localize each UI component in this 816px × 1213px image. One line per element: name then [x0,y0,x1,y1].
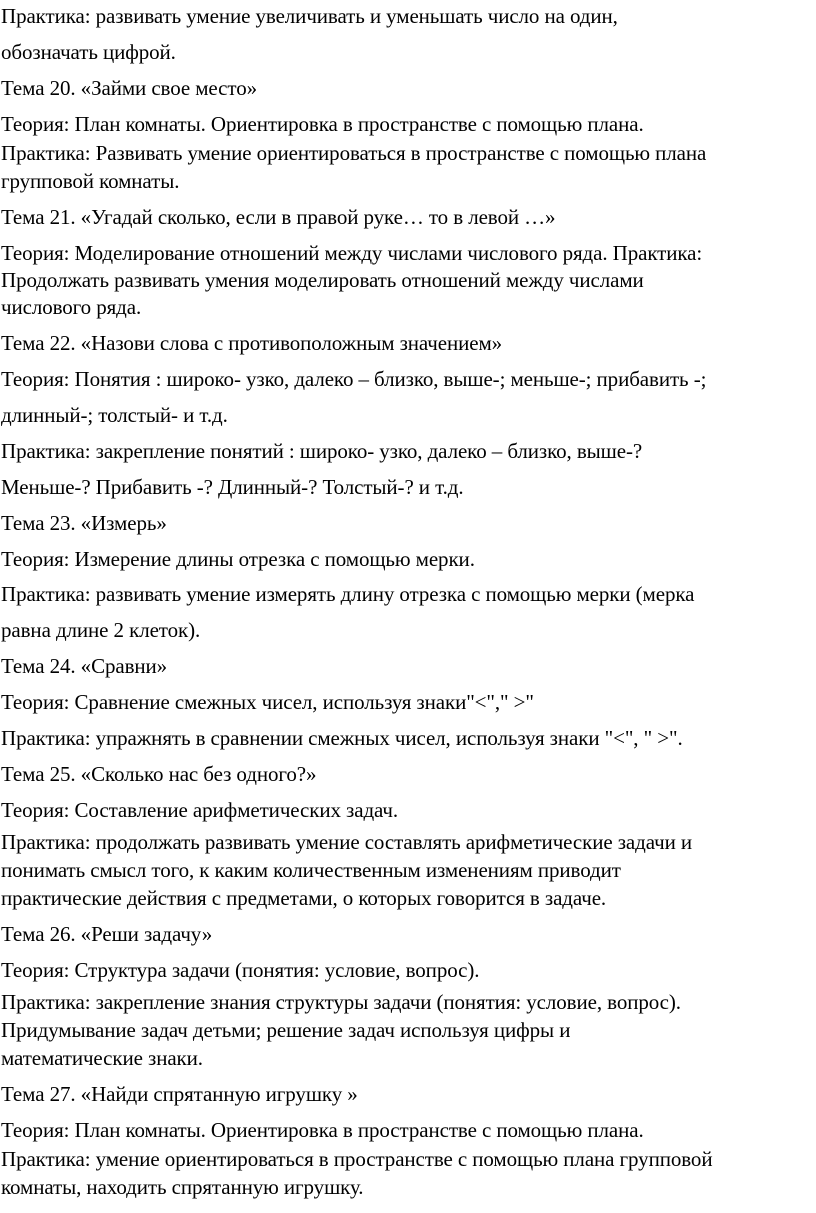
practice-line-continued: равна длине 2 клеток). [1,618,201,642]
practice-line-continued: числового ряда. [1,295,142,319]
practice-line: Практика: Развивать умение ориентироваться в пространстве с помощью плана [1,141,707,165]
topic-heading-24: Тема 24. «Сравни» [1,654,168,678]
practice-line: Практика: развивать умение увеличивать и уменьшать число на один, [1,4,618,28]
practice-line-continued: обозначать цифрой. [1,40,176,64]
practice-line: Практика: умение ориентироваться в пространстве с помощью плана групповой [1,1147,713,1171]
practice-line: Практика: закрепление понятий : широко- узко, далеко – близко, выше-? [1,439,643,463]
theory-line-continued: длинный-; толстый- и т.д. [1,403,228,427]
practice-line-continued: Придумывание задач детьми; решение задач используя цифры и [1,1018,571,1042]
practice-line-continued: математические знаки. [1,1046,203,1070]
topic-heading-21: Тема 21. «Угадай сколько, если в правой руке… то в левой …» [1,205,556,229]
theory-line: Теория: Моделирование отношений между числами числового ряда. Практика: [1,241,703,265]
practice-line: Практика: закрепление знания структуры задачи (понятия: условие, вопрос). [1,990,681,1014]
practice-line: Практика: продолжать развивать умение составлять арифметические задачи и [1,830,692,854]
practice-line-continued: Продолжать развивать умения моделировать отношений между числами [1,268,644,292]
theory-line: Теория: Структура задачи (понятия: условие, вопрос). [1,958,480,982]
topic-heading-26: Тема 26. «Реши задачу» [1,922,213,946]
topic-heading-25: Тема 25. «Сколько нас без одного?» [1,762,317,786]
theory-line: Теория: Понятия : широко- узко, далеко – близко, выше-; меньше-; прибавить -; [1,367,707,391]
theory-line: Теория: Составление арифметических задач. [1,798,399,822]
practice-line-continued: понимать смысл того, к каким количественным изменениям приводит [1,858,621,882]
practice-line-continued: Меньше-? Прибавить -? Длинный-? Толстый-? и т.д. [1,475,464,499]
topic-heading-27: Тема 27. «Найди спрятанную игрушку » [1,1082,358,1106]
practice-line-continued: комнаты, находить спрятанную игрушку. [1,1175,364,1199]
practice-line: Практика: упражнять в сравнении смежных чисел, используя знаки "<", " >". [1,726,683,750]
theory-line: Теория: Сравнение смежных чисел, используя знаки"<"," >" [1,690,534,714]
practice-line-continued: практические действия с предметами, о которых говорится в задаче. [1,886,607,910]
topic-heading-23: Тема 23. «Измерь» [1,511,167,535]
practice-line-continued: групповой комнаты. [1,169,180,193]
topic-heading-20: Тема 20. «Займи свое место» [1,76,257,100]
theory-line: Теория: Измерение длины отрезка с помощью мерки. [1,547,475,571]
theory-line: Теория: План комнаты. Ориентировка в пространстве с помощью плана. [1,112,644,136]
practice-line: Практика: развивать умение измерять длину отрезка с помощью мерки (мерка [1,582,695,606]
topic-heading-22: Тема 22. «Назови слова с противоположным значением» [1,331,503,355]
theory-line: Теория: План комнаты. Ориентировка в пространстве с помощью плана. [1,1118,644,1142]
